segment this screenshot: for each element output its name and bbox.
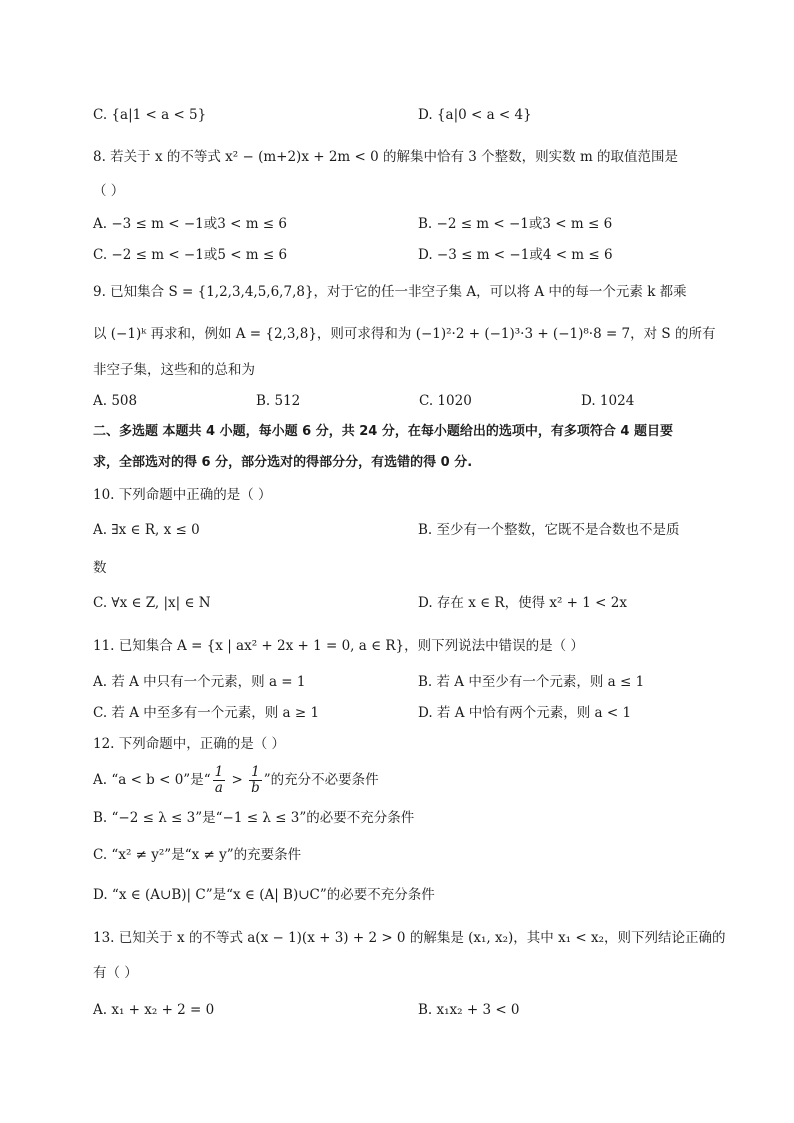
q8-option-c: C. −2 ≤ m < −1或5 < m ≤ 6 (93, 247, 288, 263)
fraction-1-over-b (249, 765, 262, 796)
fraction-numerator: 1 (251, 764, 260, 780)
q12-option-a-suffix: ”的充分不必要条件 (263, 772, 379, 788)
q10-option-d: D. 存在 x ∈ R，使得 x² + 1 < 2x (418, 595, 627, 611)
q7-option-d: D. {a|0 < a < 4} (418, 107, 532, 123)
q10-option-a: A. ∃x ∈ R, x ≤ 0 (93, 522, 200, 538)
q9-stem-line1: 9. 已知集合 S = {1,2,3,4,5,6,7,8}，对于它的任一非空子集 A，可以将 A 中的每一个元素 k 都乘 (93, 284, 687, 300)
q13-option-b: B. x₁x₂ + 3 < 0 (418, 1002, 520, 1018)
q9-option-b: B. 512 (256, 393, 301, 409)
q12-option-c: C. “x² ≠ y²”是“x ≠ y”的充要条件 (93, 847, 302, 863)
q8-option-a: A. −3 ≤ m < −1或3 < m ≤ 6 (93, 216, 287, 232)
q9-option-d: D. 1024 (581, 393, 635, 409)
q9-option-c: C. 1020 (419, 393, 472, 409)
q10-stem: 10. 下列命题中正确的是（ ） (93, 487, 272, 503)
q10-option-b: B. 至少有一个整数，它既不是合数也不是质 (418, 522, 680, 538)
q10-option-c: C. ∀x ∈ Z, |x| ∈ N (93, 595, 211, 611)
q11-stem: 11. 已知集合 A = {x | ax² + 2x + 1 = 0, a ∈ R}，则下列说法中错误的是（ ） (93, 638, 584, 654)
greater-than-symbol: > (227, 772, 248, 788)
q11-option-d: D. 若 A 中恰有两个元素，则 a < 1 (418, 705, 632, 721)
section2-instructions-line1: 二、多选题 本题共 4 小题，每小题 6 分，共 24 分，在每小题给出的选项中，有多项符合 4 题目要 (93, 424, 673, 439)
q8-answer-paren: （ ） (93, 183, 125, 199)
fraction-denominator: a (214, 780, 223, 796)
q7-option-c: C. {a|1 < a < 5} (93, 107, 207, 123)
q9-stem-line2: 以 (−1)ᵏ 再求和，例如 A = {2,3,8}，则可求得和为 (−1)²·2 + (−1)³·3 + (−1)⁸·8 = 7，对 S 的所有 (93, 326, 716, 342)
fraction-1-over-a (213, 765, 226, 796)
q12-option-a (93, 762, 379, 798)
q11-option-c: C. 若 A 中至多有一个元素，则 a ≥ 1 (93, 705, 320, 721)
q12-option-a-prefix: A. “a < b < 0”是“ (93, 772, 211, 788)
q10-option-b-continuation: 数 (93, 560, 107, 576)
q9-option-a: A. 508 (93, 393, 138, 409)
q8-stem: 8. 若关于 x 的不等式 x² − (m+2)x + 2m < 0 的解集中恰有 3 个整数，则实数 m 的取值范围是 (93, 149, 679, 165)
q13-option-a: A. x₁ + x₂ + 2 = 0 (93, 1002, 215, 1018)
fraction-numerator: 1 (214, 764, 224, 780)
q12-stem: 12. 下列命题中，正确的是（ ） (93, 736, 286, 752)
section2-instructions-line2: 求，全部选对的得 6 分，部分选对的得部分分，有选错的得 0 分. (93, 455, 473, 470)
q11-option-a: A. 若 A 中只有一个元素，则 a = 1 (93, 674, 306, 690)
q13-stem-line2: 有（ ） (93, 965, 138, 981)
q12-option-b: B. “−2 ≤ λ ≤ 3”是“−1 ≤ λ ≤ 3”的必要不充分条件 (93, 810, 415, 826)
q12-option-d: D. “x ∈ (A∪B)| C”是“x ∈ (A| B)∪C”的必要不充分条件 (93, 887, 435, 903)
q13-stem-line1: 13. 已知关于 x 的不等式 a(x − 1)(x + 3) + 2 > 0 的解集是 (x₁, x₂)，其中 x₁ < x₂，则下列结论正确的 (93, 930, 726, 946)
q11-option-b: B. 若 A 中至少有一个元素，则 a ≤ 1 (418, 674, 645, 690)
q9-stem-line3: 非空子集，这些和的总和为 (93, 362, 255, 378)
fraction-denominator: b (251, 780, 260, 796)
q8-option-b: B. −2 ≤ m < −1或3 < m ≤ 6 (418, 216, 613, 232)
q8-option-d: D. −3 ≤ m < −1或4 < m ≤ 6 (418, 247, 613, 263)
